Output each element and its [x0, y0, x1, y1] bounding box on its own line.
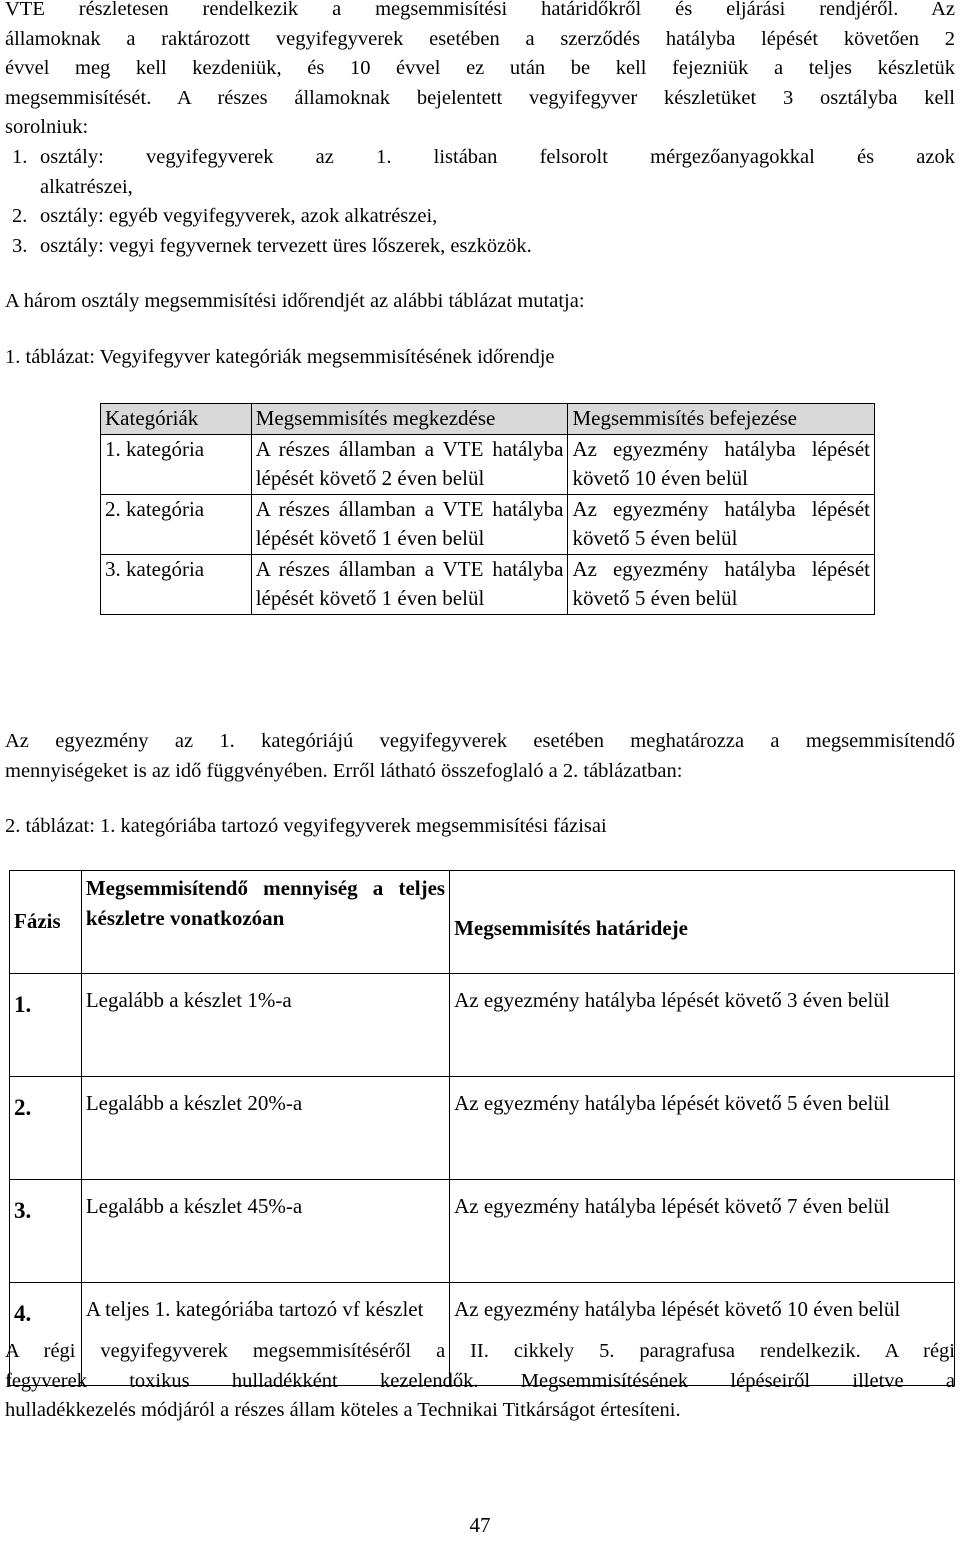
list-text-line: alkatrészei,: [40, 175, 133, 198]
class-list: [5, 143, 955, 261]
amount-cell: Legalább a készlet 20%-a: [81, 1077, 449, 1180]
header-cell: Megsemmisítendő mennyiség a teljes készletre vonatkozóan: [81, 871, 449, 974]
end-cell: Az egyezmény hatályba lépését követő 5 éven belül: [568, 494, 875, 554]
list-item: [5, 202, 955, 232]
intro-line: államoknak a raktározott vegyifegyverek esetében a szerződés hatályba lépését követően 2: [5, 27, 955, 50]
amount-cell: Legalább a készlet 1%-a: [81, 974, 449, 1077]
table-row: [101, 494, 875, 554]
list-text: osztály: vegyi fegyvernek tervezett üres lőszerek, eszközök.: [40, 234, 532, 257]
list-number: 1.: [12, 146, 28, 168]
header-cell: Megsemmisítés megkezdése: [251, 404, 568, 435]
table1-followup-paragraph: [5, 727, 955, 786]
phase-cell: 1.: [10, 974, 82, 1077]
list-item: [5, 143, 955, 202]
start-cell: A részes államban a VTE hatályba lépését követő 1 éven belül: [251, 494, 568, 554]
table1-caption: 1. táblázat: Vegyifegyver kategóriák megsemmisítésének időrendje: [5, 346, 555, 368]
category-cell: 1. kategória: [101, 434, 252, 494]
header-cell: Fázis: [10, 871, 82, 974]
intro-paragraph: [5, 0, 955, 143]
deadline-cell: Az egyezmény hatályba lépését követő 10 éven belül: [450, 1283, 955, 1386]
category-schedule-table: [100, 403, 875, 615]
start-cell: A részes államban a VTE hatályba lépését követő 1 éven belül: [251, 554, 568, 614]
intro-line: megsemmisítését. A részes államoknak bejelentett vegyifegyver készletüket 3 osztályba kell: [5, 86, 955, 109]
phase-cell: 3.: [10, 1180, 82, 1283]
list-text-line: osztály: vegyifegyverek az 1. listában felsorolt mérgezőanyagokkal és azok: [40, 146, 955, 168]
end-cell: Az egyezmény hatályba lépését követő 5 éven belül: [568, 554, 875, 614]
table-row: [101, 434, 875, 494]
paragraph-line: Az egyezmény az 1. kategóriájú vegyifegyverek esetében meghatározza a megsemmisítendő: [5, 730, 955, 752]
header-cell: Megsemmisítés határideje: [450, 871, 955, 974]
closing-paragraph: [5, 1337, 955, 1426]
category-cell: 2. kategória: [101, 494, 252, 554]
table-row: [10, 1077, 955, 1180]
paragraph-line: mennyiségeket is az idő függvényében. Erről látható összefoglaló a 2. táblázatban:: [5, 759, 683, 782]
list-number: 2.: [12, 205, 28, 227]
table-row: [10, 1180, 955, 1283]
deadline-cell: Az egyezmény hatályba lépését követő 3 éven belül: [450, 974, 955, 1077]
list-text: osztály: egyéb vegyifegyverek, azok alkatrészei,: [40, 205, 438, 227]
paragraph-line: fegyverek toxikus hulladékként kezelendők. Megsemmisítésének lépéseiről illetve a: [5, 1369, 955, 1392]
deadline-cell: Az egyezmény hatályba lépését követő 5 éven belül: [450, 1077, 955, 1180]
amount-cell: A teljes 1. kategóriába tartozó vf készlet: [81, 1283, 449, 1386]
paragraph-line: hulladékkezelés módjáról a részes állam köteles a Technikai Titkárságot értesíteni.: [5, 1399, 681, 1421]
deadline-cell: Az egyezmény hatályba lépését követő 7 éven belül: [450, 1180, 955, 1283]
phase-cell: 2.: [10, 1077, 82, 1180]
header-cell: Megsemmisítés befejezése: [568, 404, 875, 435]
intro-line: sorolniuk:: [5, 116, 89, 138]
list-item: [5, 232, 955, 262]
table-row: [10, 974, 955, 1077]
category-cell: 3. kategória: [101, 554, 252, 614]
table-header-row: [10, 871, 955, 974]
start-cell: A részes államban a VTE hatályba lépését követő 2 éven belül: [251, 434, 568, 494]
intro-line: VTE részletesen rendelkezik a megsemmisítési határidőkről és eljárási rendjéről. Az: [5, 0, 955, 20]
paragraph-line: A régi vegyifegyverek megsemmisítéséről a II. cikkely 5. paragrafusa rendelkezik. A régi: [5, 1340, 955, 1362]
end-cell: Az egyezmény hatályba lépését követő 10 éven belül: [568, 434, 875, 494]
list-text: [40, 143, 955, 202]
amount-cell: Legalább a készlet 45%-a: [81, 1180, 449, 1283]
table-header-row: [101, 404, 875, 435]
phase-cell: 4.: [10, 1283, 82, 1386]
page-number: 47: [469, 1513, 491, 1537]
destruction-phases-table: [9, 870, 955, 1386]
table-row: [101, 554, 875, 614]
header-cell: Kategóriák: [101, 404, 252, 435]
table1-intro: A három osztály megsemmisítési időrendjét az alábbi táblázat mutatja:: [5, 290, 585, 312]
intro-line: évvel meg kell kezdeniük, és 10 évvel ez után be kell fejezniük a teljes készletük: [5, 57, 955, 79]
table2-caption: 2. táblázat: 1. kategóriába tartozó vegyifegyverek megsemmisítési fázisai: [5, 815, 607, 837]
list-number: 3.: [12, 234, 28, 257]
